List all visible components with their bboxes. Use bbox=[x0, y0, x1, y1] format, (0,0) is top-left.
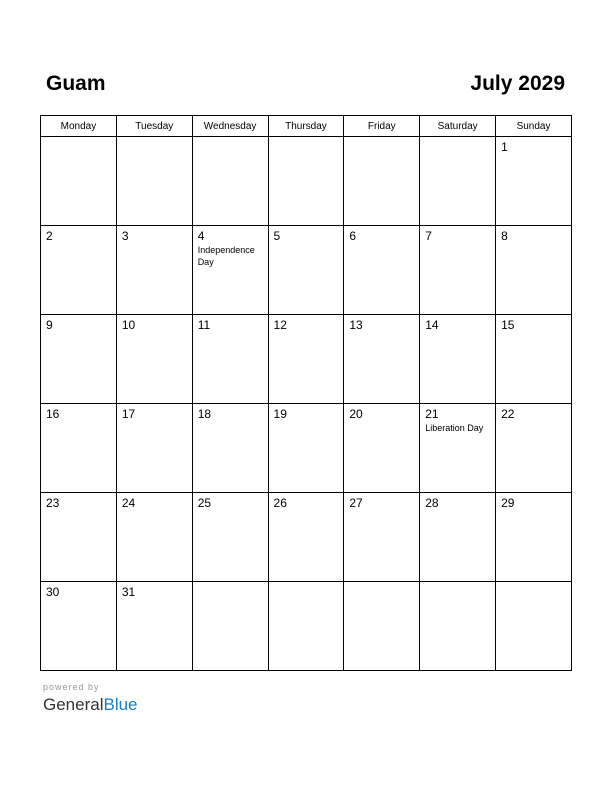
holiday-label: Liberation Day bbox=[425, 423, 484, 433]
holiday-label: Independence Day bbox=[197, 245, 255, 267]
weekday-header: Friday bbox=[344, 116, 420, 137]
day-number: 21 bbox=[425, 407, 439, 421]
day-cell-content bbox=[344, 404, 419, 492]
day-number: 10 bbox=[121, 318, 136, 332]
day-cell-content bbox=[269, 404, 344, 492]
day-cell bbox=[116, 582, 192, 671]
day-cell-content bbox=[344, 493, 419, 581]
day-cell bbox=[41, 493, 117, 582]
weekday-header: Sunday bbox=[496, 116, 572, 137]
day-number: 1 bbox=[501, 140, 508, 154]
day-cell-content bbox=[496, 493, 571, 581]
day-number: 19 bbox=[273, 407, 287, 421]
day-cell-content bbox=[41, 226, 116, 314]
day-cell-content bbox=[117, 404, 192, 492]
day-cell bbox=[41, 137, 117, 226]
day-cell-content bbox=[41, 137, 116, 225]
day-cell bbox=[268, 137, 344, 226]
day-number: 24 bbox=[121, 496, 136, 510]
weekday-header: Monday bbox=[41, 116, 117, 137]
week-row bbox=[41, 493, 572, 582]
day-cell bbox=[344, 226, 420, 315]
day-number: 7 bbox=[425, 229, 432, 243]
day-cell-content bbox=[496, 582, 571, 670]
day-cell-content bbox=[41, 493, 116, 581]
day-cell bbox=[420, 315, 496, 404]
day-number: 4 bbox=[197, 229, 205, 243]
day-cell bbox=[344, 493, 420, 582]
footer-branding bbox=[43, 682, 138, 715]
day-cell-content bbox=[420, 315, 495, 403]
day-cell-content bbox=[344, 226, 419, 314]
day-cell bbox=[496, 226, 572, 315]
day-number: 6 bbox=[349, 229, 357, 243]
day-cell-content bbox=[420, 226, 495, 314]
weekday-header-row bbox=[41, 116, 572, 137]
day-number: 27 bbox=[349, 496, 363, 510]
day-number: 31 bbox=[121, 585, 136, 599]
day-number: 9 bbox=[46, 318, 53, 332]
day-cell-content bbox=[41, 582, 116, 670]
day-cell-content bbox=[193, 137, 268, 225]
day-cell bbox=[420, 582, 496, 671]
day-cell bbox=[496, 404, 572, 493]
day-number: 29 bbox=[501, 496, 515, 510]
day-cell bbox=[41, 226, 117, 315]
day-number: 11 bbox=[197, 318, 211, 332]
day-cell bbox=[116, 404, 192, 493]
day-number: 22 bbox=[501, 407, 515, 421]
day-cell bbox=[420, 493, 496, 582]
day-number: 20 bbox=[349, 407, 363, 421]
day-cell bbox=[116, 226, 192, 315]
day-number: 5 bbox=[273, 229, 281, 243]
day-cell bbox=[116, 137, 192, 226]
day-cell-content bbox=[269, 493, 344, 581]
day-number: 12 bbox=[273, 318, 287, 332]
day-cell bbox=[344, 404, 420, 493]
day-cell bbox=[192, 137, 268, 226]
day-number: 2 bbox=[46, 229, 53, 243]
day-cell bbox=[192, 404, 268, 493]
day-number: 25 bbox=[197, 496, 212, 510]
day-cell bbox=[496, 493, 572, 582]
week-row bbox=[41, 137, 572, 226]
day-cell bbox=[192, 493, 268, 582]
day-number: 28 bbox=[425, 496, 439, 510]
month-year-title: July 2029 bbox=[470, 72, 565, 95]
day-cell-content bbox=[496, 226, 571, 314]
day-cell-content bbox=[344, 137, 419, 225]
powered-by-label: powered by bbox=[43, 682, 100, 692]
day-cell bbox=[116, 315, 192, 404]
region-title: Guam bbox=[46, 72, 106, 95]
day-cell-content bbox=[269, 315, 344, 403]
day-cell bbox=[420, 404, 496, 493]
day-cell-content bbox=[344, 315, 419, 403]
brand-logo[interactable] bbox=[43, 695, 138, 715]
day-cell bbox=[268, 493, 344, 582]
day-number: 15 bbox=[501, 318, 515, 332]
day-cell bbox=[344, 582, 420, 671]
day-cell bbox=[116, 493, 192, 582]
day-cell bbox=[41, 404, 117, 493]
day-cell-content bbox=[117, 226, 192, 314]
day-cell-content bbox=[41, 404, 116, 492]
day-cell-content bbox=[269, 582, 344, 670]
day-cell-content bbox=[496, 404, 571, 492]
day-cell bbox=[496, 315, 572, 404]
day-cell bbox=[41, 315, 117, 404]
day-cell bbox=[268, 582, 344, 671]
day-cell-content bbox=[344, 582, 419, 670]
day-cell bbox=[420, 226, 496, 315]
day-cell bbox=[344, 315, 420, 404]
week-row bbox=[41, 226, 572, 315]
day-cell-content bbox=[193, 226, 268, 314]
day-cell bbox=[268, 226, 344, 315]
day-number: 17 bbox=[121, 407, 136, 421]
day-number: 30 bbox=[46, 585, 60, 599]
day-number: 18 bbox=[197, 407, 212, 421]
day-cell bbox=[420, 137, 496, 226]
day-cell-content bbox=[117, 493, 192, 581]
day-cell bbox=[41, 582, 117, 671]
day-cell-content bbox=[269, 137, 344, 225]
brand-name-general: General bbox=[43, 695, 104, 714]
day-cell-content bbox=[117, 582, 192, 670]
day-cell bbox=[268, 404, 344, 493]
week-row bbox=[41, 404, 572, 493]
day-cell-content bbox=[420, 582, 495, 670]
day-number: 23 bbox=[46, 496, 60, 510]
day-number: 13 bbox=[349, 318, 363, 332]
day-cell-content bbox=[193, 582, 268, 670]
day-cell-content bbox=[117, 315, 192, 403]
day-cell bbox=[496, 582, 572, 671]
day-cell-content bbox=[193, 404, 268, 492]
weekday-header: Saturday bbox=[420, 116, 496, 137]
day-cell-content bbox=[496, 137, 571, 225]
weekday-header: Thursday bbox=[268, 116, 344, 137]
day-cell bbox=[192, 226, 268, 315]
week-row bbox=[41, 582, 572, 671]
day-number: 8 bbox=[501, 229, 508, 243]
week-row bbox=[41, 315, 572, 404]
day-cell-content bbox=[420, 404, 495, 492]
calendar-grid bbox=[40, 115, 572, 671]
day-cell bbox=[192, 582, 268, 671]
day-cell bbox=[344, 137, 420, 226]
day-cell-content bbox=[41, 315, 116, 403]
day-cell-content bbox=[420, 137, 495, 225]
day-cell-content bbox=[496, 315, 571, 403]
day-cell-content bbox=[420, 493, 495, 581]
day-number: 26 bbox=[273, 496, 287, 510]
day-number: 14 bbox=[425, 318, 439, 332]
day-number: 3 bbox=[121, 229, 129, 243]
day-cell-content bbox=[117, 137, 192, 225]
day-cell-content bbox=[269, 226, 344, 314]
day-cell-content bbox=[193, 493, 268, 581]
day-cell-content bbox=[193, 315, 268, 403]
day-cell bbox=[496, 137, 572, 226]
weekday-header: Wednesday bbox=[192, 116, 268, 137]
day-cell bbox=[268, 315, 344, 404]
day-number: 16 bbox=[46, 407, 60, 421]
weekday-header: Tuesday bbox=[116, 116, 192, 137]
day-cell bbox=[192, 315, 268, 404]
brand-name-blue: Blue bbox=[103, 695, 138, 714]
